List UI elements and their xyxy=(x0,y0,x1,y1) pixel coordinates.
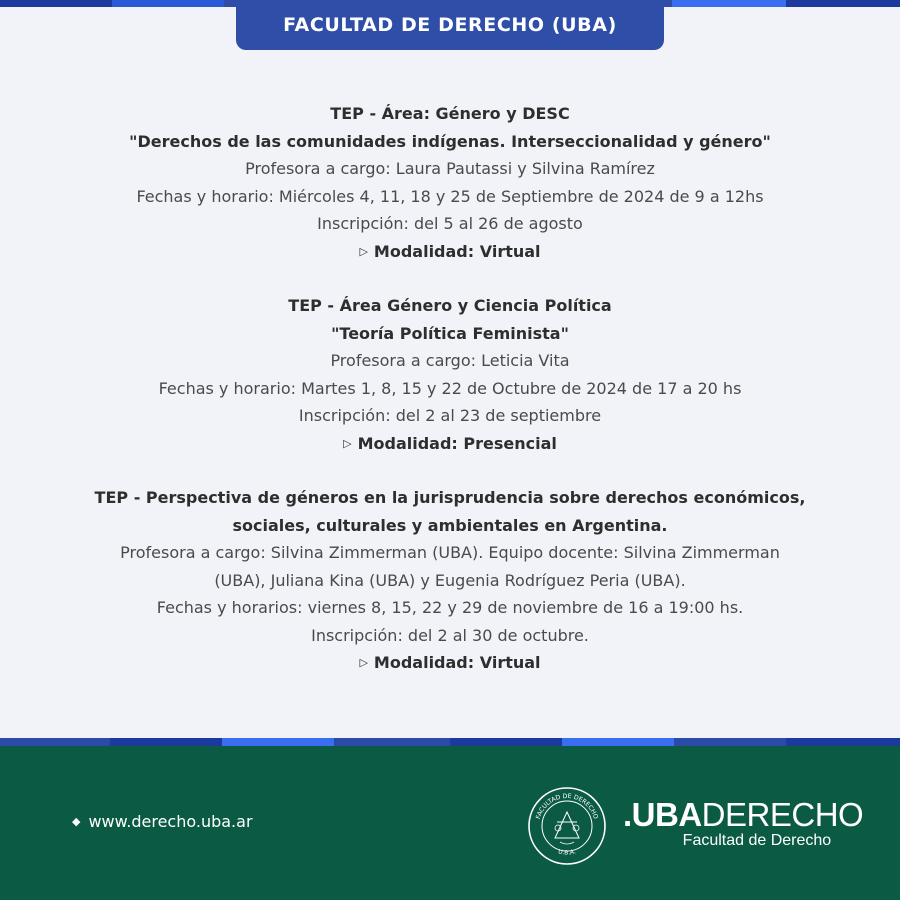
brand-uba: .UBA xyxy=(623,796,702,833)
course-enrollment: Inscripción: del 2 al 30 de octubre. xyxy=(311,625,589,645)
header-banner xyxy=(236,0,664,50)
course-1 xyxy=(40,100,860,265)
svg-text:U.B.A. xyxy=(557,848,576,856)
course-modality xyxy=(40,430,860,458)
header-title: FACULTAD DE DERECHO (UBA) xyxy=(283,14,617,36)
brand-subtitle: Facultad de Derecho xyxy=(682,832,832,849)
course-schedule: Fechas y horarios: viernes 8, 15, 22 y 29 de noviembre de 16 a 19:00 hs. xyxy=(156,598,744,617)
course-area: TEP - Área: Género y DESC xyxy=(330,104,570,123)
course-professor: Profesora a cargo: Laura Pautassi y Silvina Ramírez xyxy=(245,159,655,178)
seal-text-top: FACULTAD DE DERECHO xyxy=(534,792,600,820)
course-list xyxy=(40,100,860,677)
course-enrollment: Inscripción: del 2 al 23 de septiembre xyxy=(298,406,602,425)
course-title: "Teoría Política Feminista" xyxy=(331,323,569,343)
course-title-line2: sociales, culturales y ambientales en Argentina. xyxy=(232,515,668,535)
faculty-seal-icon xyxy=(527,786,607,866)
course-modality-text: Modalidad: Virtual xyxy=(373,241,541,261)
course-professor-line1: Profesora a cargo: Silvina Zimmerman (UBA). Equipo docente: Silvina Zimmerman xyxy=(120,543,780,562)
website-link[interactable] xyxy=(72,812,253,831)
course-professor: Profesora a cargo: Leticia Vita xyxy=(330,351,570,370)
triangle-bullet-icon: ▷ xyxy=(359,244,368,258)
course-schedule: Fechas y horario: Miércoles 4, 11, 18 y 25 de Septiembre de 2024 de 9 a 12hs xyxy=(136,186,764,206)
course-3 xyxy=(40,484,860,677)
course-schedule: Fechas y horario: Martes 1, 8, 15 y 22 de Octubre de 2024 de 17 a 20 hs xyxy=(158,378,742,398)
seal-text-bottom: U.B.A. xyxy=(557,848,577,857)
course-modality-text: Modalidad: Virtual xyxy=(373,653,541,672)
brand-derecho: DERECHO xyxy=(701,796,864,833)
triangle-bullet-icon: ▷ xyxy=(343,436,352,450)
triangle-bullet-icon: ▷ xyxy=(359,656,368,669)
course-title: "Derechos de las comunidades indígenas. Interseccionalidad y género" xyxy=(129,131,771,151)
uba-derecho-logo xyxy=(623,796,863,850)
diamond-bullet-icon: ◆ xyxy=(72,815,81,828)
course-modality xyxy=(40,238,860,266)
course-2 xyxy=(40,292,860,457)
course-modality-text: Modalidad: Presencial xyxy=(357,433,557,453)
bottom-color-strip xyxy=(0,738,900,746)
course-modality xyxy=(40,649,860,677)
course-professor-line2: (UBA), Juliana Kina (UBA) y Eugenia Rodríguez Peria (UBA). xyxy=(214,570,686,590)
website-url[interactable]: www.derecho.uba.ar xyxy=(88,812,253,831)
course-enrollment: Inscripción: del 5 al 26 de agosto xyxy=(317,214,583,233)
course-title-line1: TEP - Perspectiva de géneros en la jurisprudencia sobre derechos económicos, xyxy=(94,488,806,507)
course-area: TEP - Área Género y Ciencia Política xyxy=(288,296,612,315)
